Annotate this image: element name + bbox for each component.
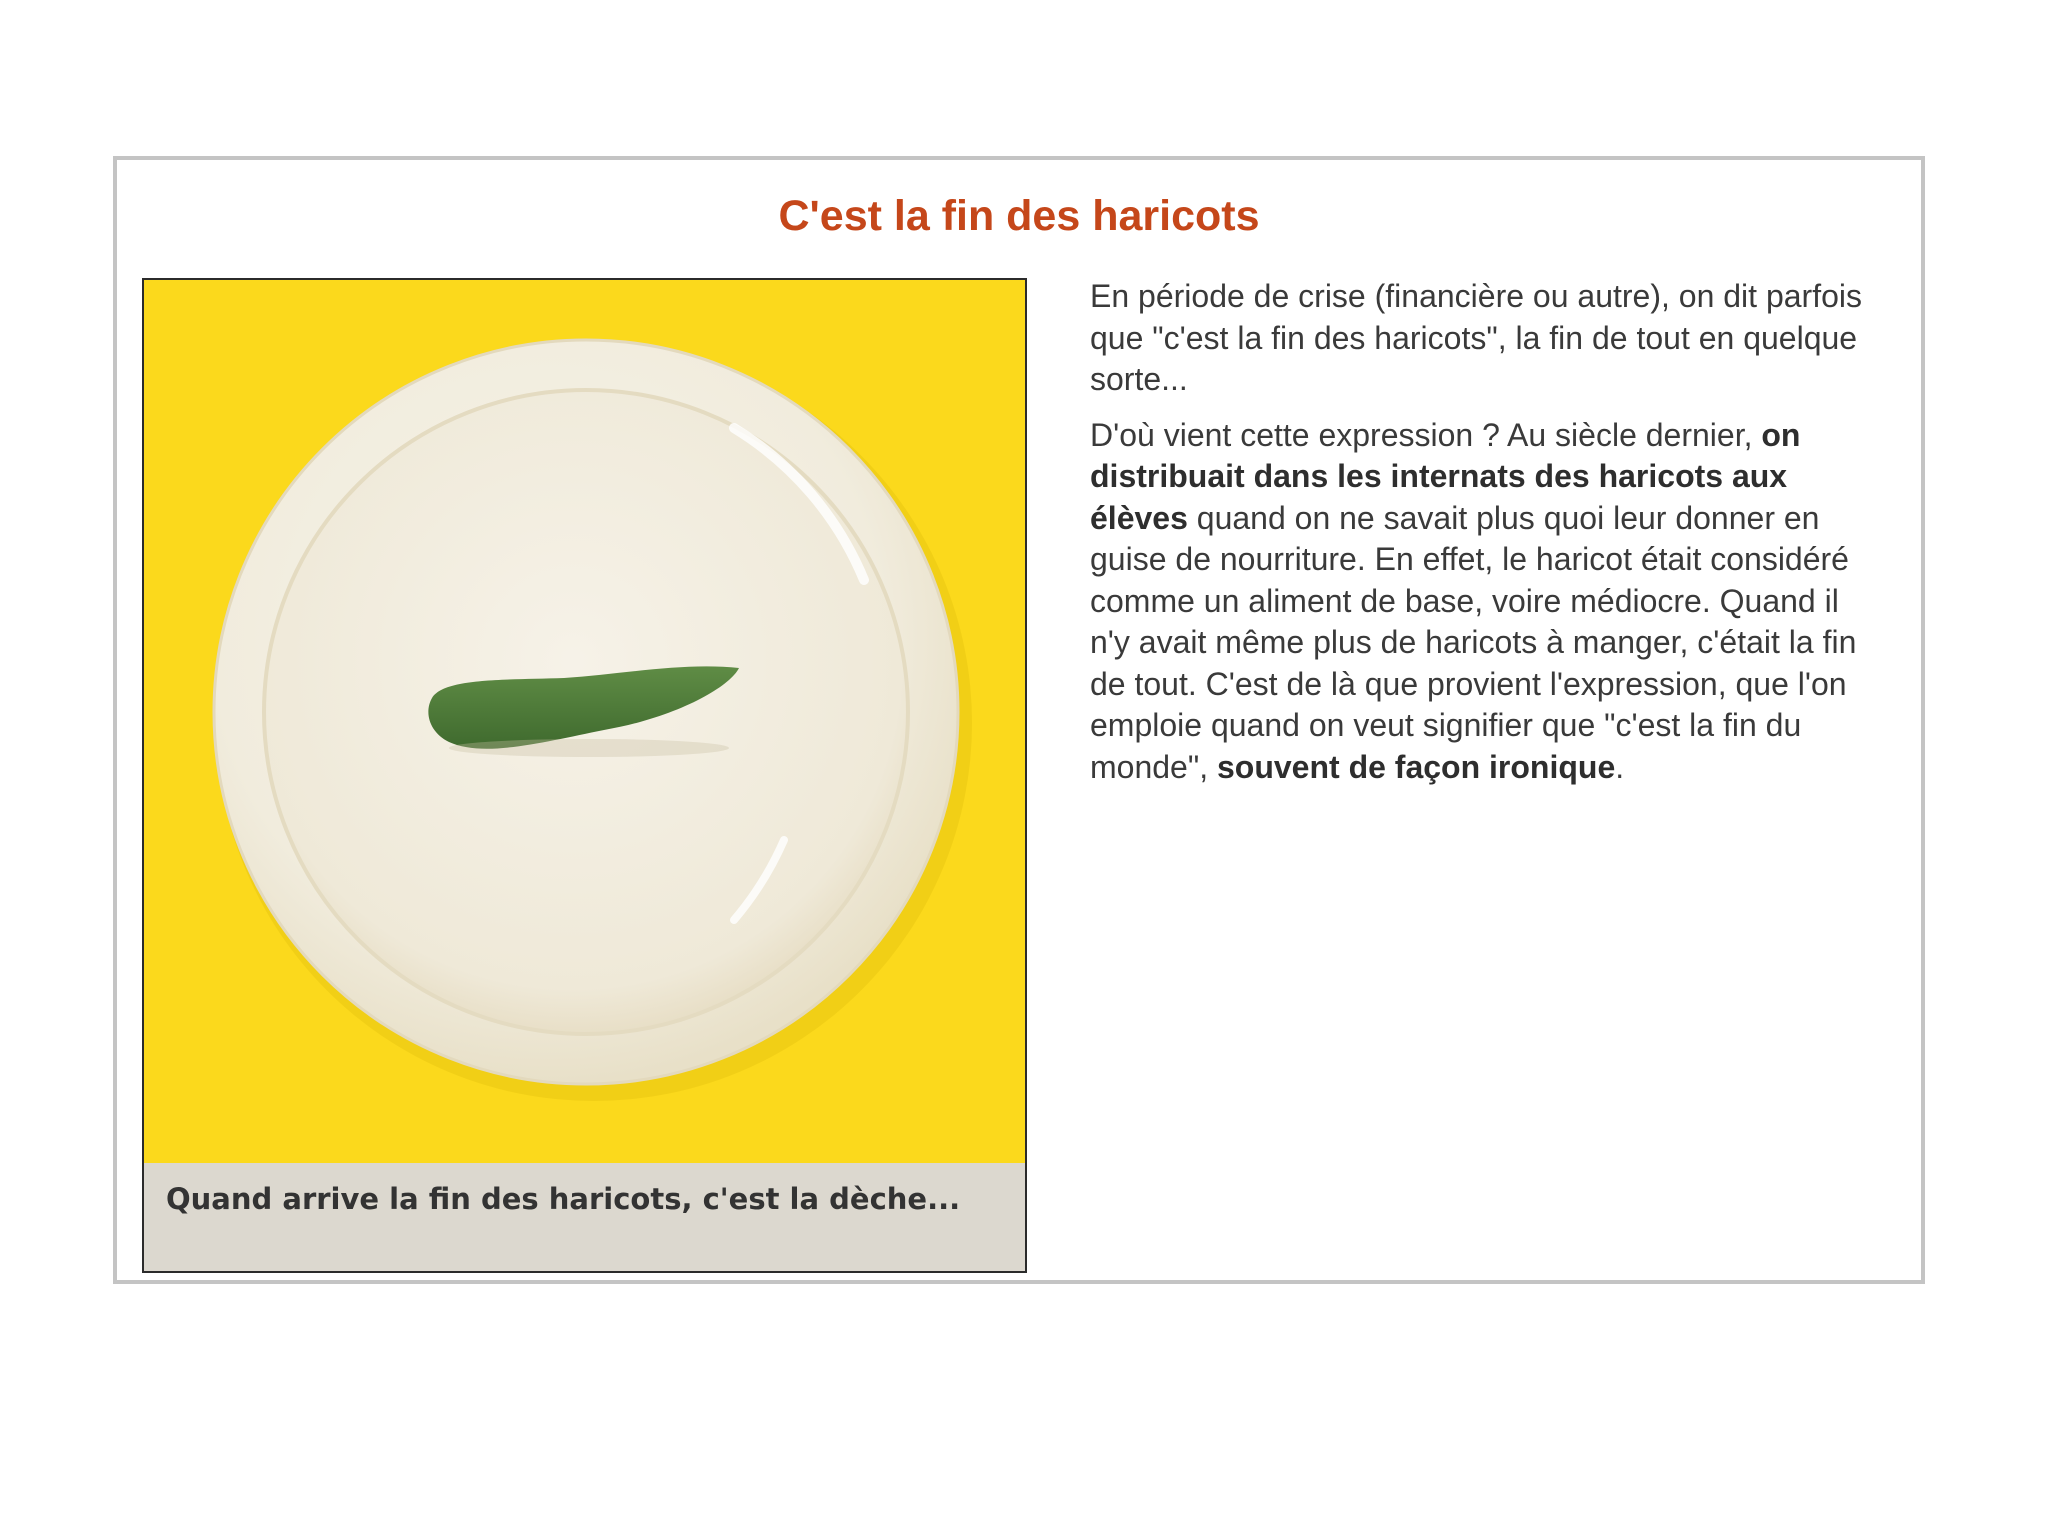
text-span: D'où vient cette expression ? Au siècle dernier, (1090, 416, 1762, 453)
text-span: . (1615, 748, 1625, 785)
bean-shadow (449, 739, 729, 757)
paragraph-2 (1090, 415, 1880, 789)
article-title: C'est la fin des haricots (778, 192, 1260, 240)
bold-text: souvent de façon ironique (1216, 748, 1616, 785)
paragraph-1 (1090, 276, 1880, 401)
text-span: quand on ne savait plus quoi leur donner en guise de nourriture. En effet, le haricot était considéré comme un aliment de base, voire médiocre. Quand il n'y avait même plus de haricots à manger, c'était la fin de tout. C'est de là que provient l'expression, que l'on emploie quand on veut signifier que "c'est la fin du monde", (1090, 499, 1857, 785)
text-span: En période de crise (financière ou autre), on dit parfois que "c'est la fin des haricots", la fin de tout en quelque sorte... (1090, 278, 1862, 397)
figure-frame (142, 278, 1027, 1273)
figure-caption: Quand arrive la fin des haricots, c'est la dèche... (166, 1182, 961, 1216)
article-body (1090, 276, 1880, 802)
article-card (113, 156, 1925, 1284)
plate-with-bean-photo (144, 280, 1025, 1163)
bold-text: on distribuait dans les internats des haricots aux élèves (1090, 416, 1801, 536)
